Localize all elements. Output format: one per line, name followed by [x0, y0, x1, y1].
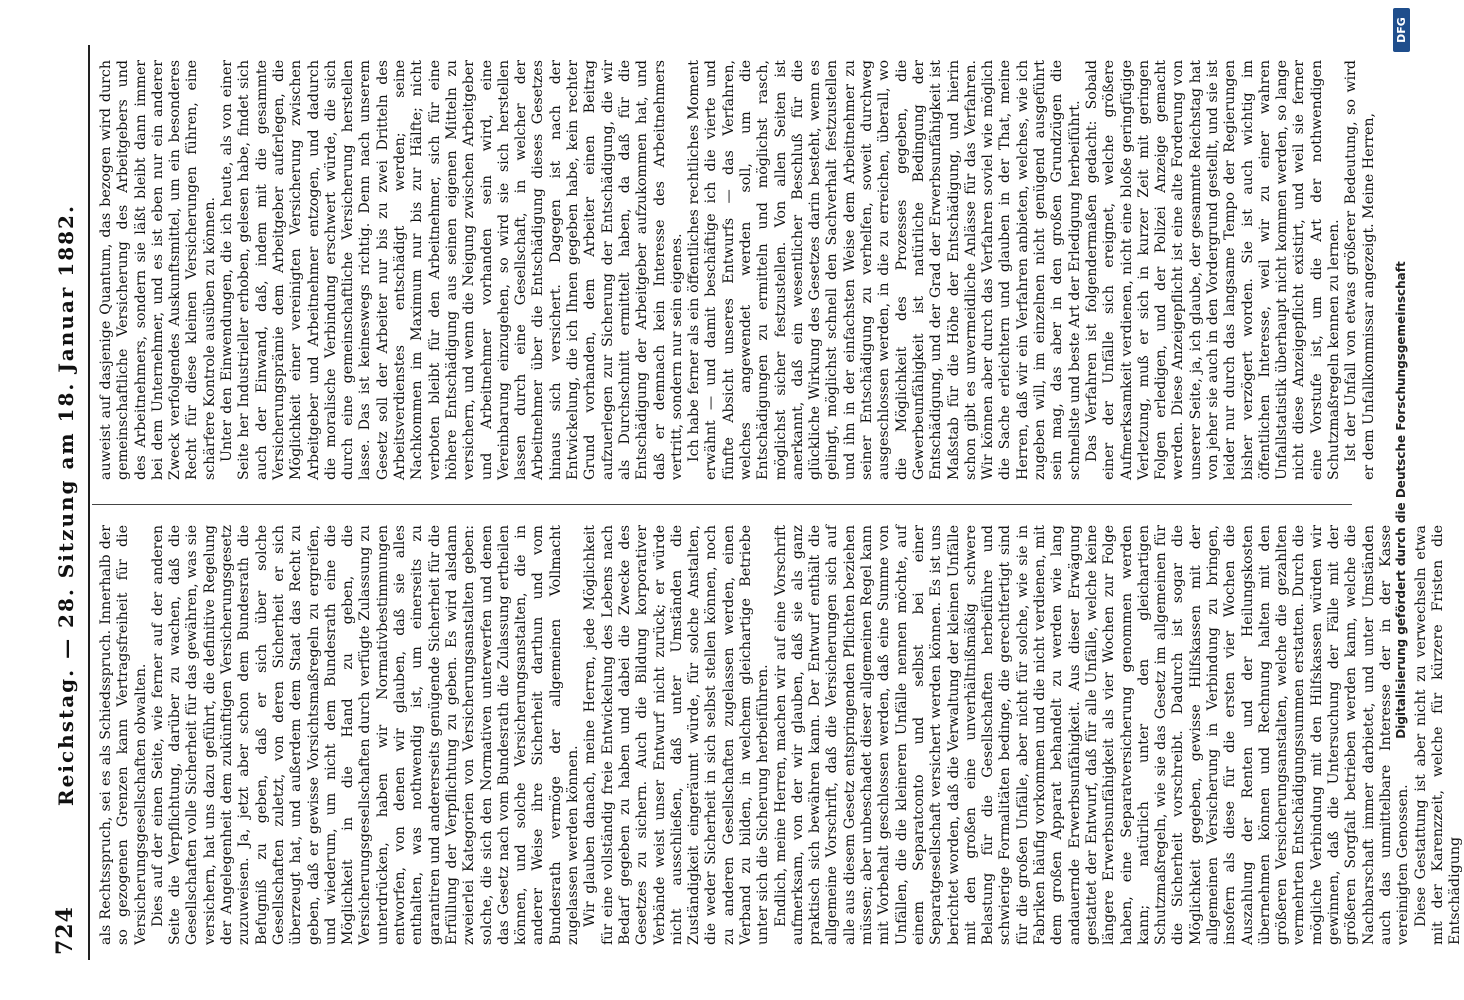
- paragraph: Ich habe ferner als ein öffentliches rechtliches Moment erwähnt — und damit beschäftige ich die vierte und fünfte Absicht unseres Entwurfs — das Verfahren, welches angewendet werden soll, um die Entschädigungen zu ermitteln und möglichst rasch, möglichst sicher festzustellen. Von allen Seiten ist anerkannt, daß ein wesentlicher Beschluß für die glückliche Wirkung des Gesetzes darin besteht, wenn es gelingt, möglichst schnell den Sachverhalt festzustellen und ihn in der einfachsten Weise dem Arbeitnehmer zu seiner Entschädigung zu verhelfen, soweit durchweg ausgeschlossen werden, in die zu erreichen, überall, wo die Möglichkeit des Prozesses gegeben, die Gewerbeunfähigkeit ist natürliche Bedingung der Entschädigung, und der Grad der Erwerbsunfähigkeit ist Maßstab für die Höhe der Entschädigung, und hierin schon gibt es unvermeidliche Anlässe für das Verfahren. Wir können aber durch das Verfahren soviel wie möglich die Sache erleichtern und glauben in der That, meine Herren, daß wir ein Verfahren anbieten, welches, wie ich zugeben will, im einzelnen nicht genügend ausgeführt sein mag, das aber in den großen Grundzügen die schnellste und beste Art der Erledigung herbeiführt.: [686, 60, 1083, 480]
- paragraph: Das Verfahren ist folgendermaßen gedacht: Sobald einer der Unfälle sich ereignet, welche größere Aufmerksamkeit verdienen, nicht eine bloße geringfügige Verletzung, muß er sich in kurzer Zeit mit geringen Folgen erledigen, und der Polizei Anzeige gemacht werden. Diese Anzeigepflicht ist eine alte Forderung von unserer Seite, ja, ich glaube, der gesammte Reichstag hat von jeher sie auch in den Vordergrund gestellt, und sie ist leider nur durch das langsame Tempo der Regierungen bisher verzögert worden. Sie ist auch wichtig im öffentlichen Interesse, weil wir zu einer wahren Unfallstatistik überhaupt nicht kommen werden, so lange nicht diese Anzeigepflicht existirt, und weil sie ferner eine Vorstufe ist, um die Art der nothwendigen Schutzmaßregeln kennen zu lernen.: [1083, 60, 1343, 480]
- column-divider: [92, 504, 1352, 505]
- page-header: [52, 55, 86, 955]
- text-column-left: [98, 525, 1464, 945]
- page-number: 724: [52, 906, 78, 955]
- dfg-logo: DFG: [1393, 8, 1410, 52]
- page-title: Reichstag. — 28. Sitzung am 18. Januar 1882.: [54, 204, 78, 806]
- paragraph: Endlich, meine Herren, machen wir auf eine Vorschrift aufmerksam, von der wir glauben, daß sie als ganz praktisch sich bewähren kann. Der Entwurf enthält die allgemeine Vorschrift, daß die Versicherungen sich auf alle aus diesem Gesetz entspringenden Pflichten beziehen müssen; aber unbeschadet dieser allgemeinen Regel kann mit Vorbehalt geschlossen werden, daß eine Summe von Unfällen, die die kleineren Unfälle nennen möchte, auf einem Separatconto und selbst bei einer Separatgesellschaft versichert werden können. Es ist uns berichtet worden, daß die Verwaltung der kleinen Unfälle mit den großen eine unverhältnißmäßig schwere Belastung für die Gesellschaften herbeiführe und schwierige Formalitäten bedinge, die gerechtfertigt sind für die großen Unfälle, aber nicht für solche, wie sie in Fabriken häufig vorkommen und die nicht verdienen, mit dem großen Apparat behandelt zu werden wie lang andauernde Erwerbsunfähigkeit. Aus dieser Erwägung gestattet der Entwurf, daß für alle Unfälle, welche keine längere Erwerbsunfähigkeit als vier Wochen zur Folge haben, eine Separatversicherung genommen werden kann; natürlich unter den gleichartigen Schutzmaßregeln, wie sie das Gesetz im allgemeinen für die Sicherheit vorschreibt. Dadurch ist sogar die Möglichkeit gegeben, gewisse Hilfskassen mit der allgemeinen Versicherung in Verbindung zu bringen, insofern als diese für die ersten vier Wochen die Auszahlung der Renten und der Heilungskosten übernehmen können und Rechnung halten mit den größeren Versicherungsanstalten, welche die gezahlten vermehrten Entschädigungssummen erstatten. Durch die mögliche Verbindung mit den Hilfskassen würden wir gewinnen, daß die Untersuchung der Fälle mit der größeren Sorgfalt betrieben werden kann, welche die Nachbarschaft immer darbietet, und unter Umständen auch das unmittelbare Interesse der in der Kasse vereinigten Genossen.: [772, 525, 1412, 945]
- text-column-right: [98, 60, 1377, 480]
- paragraph: auweist auf dasjenige Quantum, das bezogen wird durch gemeinschaftliche Versicherung des Arbeitgebers und des Arbeitnehmers, sondern sie läßt bleibt dann immer bei dem Unternehmer, und es ist eben nur ein anderer Zweck verfolgendes Auskunftsmittel, um ein besonderes Recht für diese kleinen Versicherungen führen, eine schärfere Kontrole ausüben zu können.: [98, 60, 218, 480]
- paragraph: Dies auf der einen Seite, wie ferner auf der anderen Seite die Verpflichtung, darüber zu wachen, daß die Gesellschaften volle Sicherheit für das gewähren, was sie versichern, hat uns dazu geführt, die definitive Regelung der Angelegenheit dem zukünftigen Versicherungsgesetz zuzuweisen. Ja, jetzt aber schon dem Bundesrath die Befugniß zu geben, daß er sich über solche Gesellschaften zuletzt, von deren Sicherheit er sich überzeugt hat, und außerdem dem Staat das Recht zu geben, daß er gewisse Vorsichtsmaßregeln zu ergreifen, und wiederum, um nicht dem Bundesrath eine die Möglichkeit in die Hand zu geben, die Versicherungsgesellschaften durch verfügte Zulassung zu unterdrücken, haben wir Normativbestimmungen entworfen, von denen wir glauben, daß sie alles enthalten, was nothwendig ist, um einerseits zu garantiren und andererseits genügende Sicherheit für die Erfüllung der Verpflichtung zu geben. Es wird alsdann zweierlei Kategorien von Versicherungsanstalten geben: solche, die sich den Normativen unterwerfen und denen das Gesetz nach vom Bundesrath die Zulassung ertheilen können, und solche Versicherungsanstalten, die in anderer Weise ihre Sicherheit darthun und vom Bundesrath vermöge der allgemeinen Vollmacht zugelassen werden können.: [149, 525, 582, 945]
- paragraph: Diese Gestattung ist aber nicht zu verwechseln etwa mit der Karenzzeit, welche für kürzere Fristen die Entschädigung: [1412, 525, 1464, 945]
- paragraph: Unter den Einwendungen, die ich heute, als von einer Seite her Industrieller erhoben, gelesen habe, findet sich auch der Einwand, daß, indem mit die gesammte Versicherungsprämie dem Arbeitgeber auferlegen, die Möglichkeit einer vereinigten Versicherung zwischen Arbeitgeber und Arbeitnehmer entzogen, und dadurch die moralische Verbindung erschwert würde, die sich durch eine gemeinschaftliche Versicherung herstellen lasse. Das ist keineswegs richtig. Denn nach unserem Gesetz soll der Arbeiter nur bis zu zwei Dritteln des Arbeitsverdienstes entschädigt werden; seine Nachkommen im Maximum nur bis zur Hälfte; nicht verboten bleibt für den Arbeitnehmer, sich für eine höhere Entschädigung aus seinen eigenen Mitteln zu versichern, und wenn die Neigung zwischen Arbeitgeber und Arbeitnehmer vorhanden sein wird, eine Vereinbarung einzugehen, so wird sie sich herstellen lassen durch eine Gesellschaft, in welcher der Arbeitnehmer über die Entschädigung dieses Gesetzes hinaus sich versichert. Dagegen ist nach der Entwickelung, die ich Ihnen gegeben habe, kein rechter Grund vorhanden, dem Arbeiter einen Beitrag aufzuerlegen zur Sicherung der Entschädigung, die wir als Durchschnitt ermittelt haben, da daß für die Entschädigung der Arbeitgeber aufzukommen hat, und daß er demnach kein Interesse des Arbeitnehmers vertritt, sondern nur sein eigenes.: [219, 60, 685, 480]
- paragraph: als Rechtsspruch, sei es als Schiedsspruch. Innerhalb der so gezogenen Grenzen kann Vertragsfreiheit für die Versicherungsgesellschaften obwalten.: [98, 525, 149, 945]
- header-rule: [88, 45, 90, 960]
- paragraph: Wir glauben danach, meine Herren, jede Möglichkeit für eine vollständig freie Entwickelung des Lebens nach Bedarf gegeben zu haben und dabei die Zwecke des Gesetzes zu sichern. Auch die Bildung korporativer Verbände weist unser Entwurf nicht zurück; er würde nicht ausschließen, daß unter Umständen die Zuständigkeit eingeräumt würde, für solche Anstalten, die weder Sicherheit in sich selbst stellen können, noch zu anderen Gesellschaften zugelassen werden, einen Verband zu bilden, in welchem gleichartige Betriebe unter sich die Sicherung herbeiführen.: [582, 525, 772, 945]
- paragraph: Ist der Unfall von etwas größerer Bedeutung, so wird er dem Unfallkommissar angezeigt. Meine Herren,: [1343, 60, 1377, 480]
- digitization-credit: Digitalisierung gefördert durch die Deutsche Forschungsgemeinschaft: [1394, 261, 1408, 739]
